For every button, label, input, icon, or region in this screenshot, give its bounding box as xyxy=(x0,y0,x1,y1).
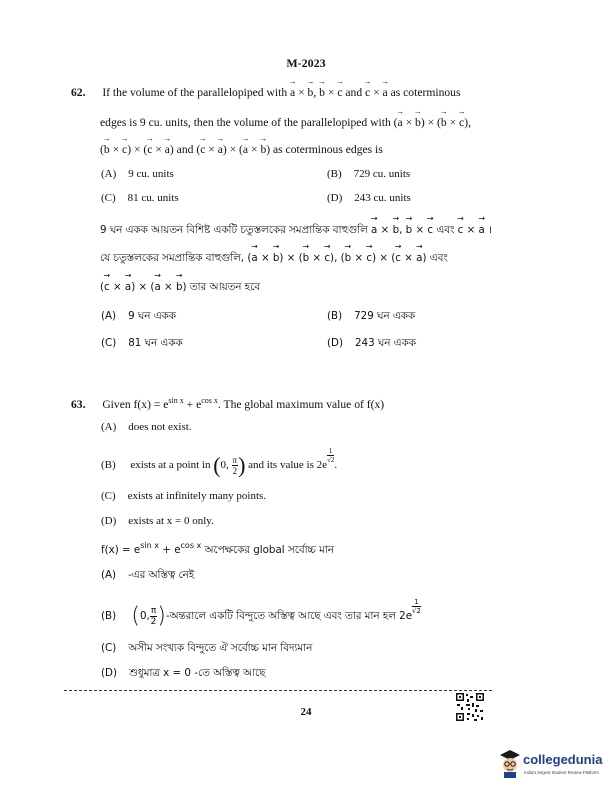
vec-a: → a xyxy=(383,87,388,99)
vec-c: → c xyxy=(122,144,127,156)
frac-den: √2 xyxy=(327,456,335,464)
q62-line3 xyxy=(100,144,383,156)
frac-num: π xyxy=(150,605,157,616)
vec-b: → b xyxy=(260,144,266,156)
q62-bn-option-b[interactable] xyxy=(327,309,415,326)
cross: × xyxy=(164,281,173,293)
comma: , xyxy=(313,86,317,99)
option-label: (B) xyxy=(327,310,343,322)
vec-a: → a xyxy=(243,144,248,156)
cross: × xyxy=(155,143,162,156)
option-text: 81 ঘন একক xyxy=(128,337,183,349)
paren: ) xyxy=(238,452,246,478)
bn-and: এবং xyxy=(436,224,455,236)
vec-a: → a xyxy=(416,252,422,264)
text: ) × ( xyxy=(131,281,155,293)
cross: × xyxy=(208,143,215,156)
q62-option-c[interactable] xyxy=(101,192,179,204)
q63-bn-option-a[interactable] xyxy=(101,568,194,585)
q62-option-d[interactable] xyxy=(327,192,411,204)
frac-num: 1 xyxy=(412,598,421,607)
q63-text: Given f(x) = e xyxy=(102,398,169,411)
vec-c: → c xyxy=(395,252,401,264)
bn-text: f(x) = e xyxy=(101,544,141,556)
cross: × xyxy=(405,116,413,129)
page-header: M-2023 xyxy=(286,56,326,70)
text: ) as coterminous edges is xyxy=(266,143,383,156)
vec-b: → b xyxy=(273,252,280,264)
bn-text: যে চতুস্তলকের সমপ্রান্তিক বাহুগুলি, ( xyxy=(100,252,252,264)
q63-bn-option-c[interactable] xyxy=(101,641,312,658)
vec-c: → c xyxy=(366,252,372,264)
bn-text: ) এবং xyxy=(422,252,448,264)
q62-bn-option-d[interactable] xyxy=(327,336,416,353)
q62-bn-option-a[interactable] xyxy=(101,309,176,326)
q62-text-tail: as coterminous xyxy=(390,86,461,99)
q62-line2 xyxy=(100,117,471,129)
option-text: -এর অস্তিত্ব নেই xyxy=(128,569,195,581)
text: ), xyxy=(464,116,471,129)
q63-number: 63. xyxy=(71,398,86,411)
vec-a: → a xyxy=(165,144,170,156)
q63-option-d[interactable] xyxy=(101,515,214,527)
paren: ( xyxy=(213,452,221,478)
text: ) × ( xyxy=(279,252,303,264)
option-text: 81 cu. units xyxy=(127,192,179,204)
option-label: (D) xyxy=(327,337,343,349)
text: ) × ( xyxy=(222,143,243,156)
collegedunia-logo xyxy=(499,744,609,784)
frac-den: √2 xyxy=(412,607,421,615)
cross: × xyxy=(112,281,122,293)
cross: × xyxy=(312,252,322,264)
q63-option-c[interactable] xyxy=(101,490,266,502)
q62-option-b[interactable] xyxy=(327,168,410,180)
vec-b: → b xyxy=(104,144,110,156)
q63-text: . The global maximum value of f(x) xyxy=(217,398,385,411)
q62-bn-option-c[interactable] xyxy=(101,336,183,353)
vec-c: → c xyxy=(324,252,330,264)
bn-text: + e xyxy=(159,544,181,556)
cross: × xyxy=(327,86,335,99)
exponent-fraction xyxy=(412,598,421,615)
frac-num: 1 xyxy=(328,447,333,455)
option-text: -অন্তরালে একটি বিন্দুতে অস্তিত্ব আছে এবং তার মান হল 2e xyxy=(165,610,413,622)
paren: ) xyxy=(157,603,166,629)
option-label: (A) xyxy=(101,421,117,433)
vec-b: → b xyxy=(308,87,314,99)
cross: × xyxy=(373,86,380,99)
q63-text: + e xyxy=(183,398,202,411)
option-text: exists at x = 0 only. xyxy=(128,515,214,527)
text: ) × ( xyxy=(127,143,148,156)
logo-text: collegedunia xyxy=(523,752,603,767)
vec-a: → a xyxy=(218,144,223,156)
vec-a: → a xyxy=(251,252,257,264)
option-text: and its value is 2e xyxy=(248,459,327,471)
comma: , xyxy=(399,224,403,236)
option-label: (A) xyxy=(101,569,117,581)
option-label: (D) xyxy=(101,667,117,679)
vec-b: → b xyxy=(303,252,310,264)
option-label: (C) xyxy=(101,490,116,502)
cross: × xyxy=(112,143,120,156)
q62-text: edges is 9 cu. units, then the volume of the parallelopiped with ( xyxy=(100,116,398,129)
frac-num: π xyxy=(232,454,238,465)
q63-bn-option-d[interactable] xyxy=(101,666,265,683)
q62-bn-line2 xyxy=(100,251,448,268)
interval-start: 0, xyxy=(139,610,150,622)
option-label: (C) xyxy=(101,337,117,349)
option-text: শুধুমাত্র x = 0 -তে অস্তিত্ব আছে xyxy=(128,667,266,679)
vec-a: → a xyxy=(479,224,485,236)
vec-c: → c xyxy=(200,144,205,156)
q63-option-b[interactable] xyxy=(101,447,337,478)
exponent: cos x xyxy=(201,396,218,405)
vec-a: → a xyxy=(290,87,295,99)
vec-c: → c xyxy=(337,87,342,99)
cross: × xyxy=(449,116,457,129)
option-text: 243 ঘন একক xyxy=(354,337,416,349)
vec-c: → c xyxy=(459,117,464,129)
text: ( xyxy=(100,281,105,293)
qr-code-icon xyxy=(455,692,485,722)
option-text: অসীম সংখ্যক বিন্দুতে ঐ সর্বোচ্চ মান বিদ্যমান xyxy=(128,642,313,654)
cross: × xyxy=(466,224,476,236)
q63-option-a[interactable] xyxy=(101,421,192,433)
q62-option-a[interactable] xyxy=(101,168,174,180)
cross: × xyxy=(298,86,305,99)
option-text: 9 ঘন একক xyxy=(128,310,176,322)
frac-den: 2 xyxy=(150,616,157,627)
paren: ( xyxy=(131,603,140,629)
vec-c: → c xyxy=(458,224,464,236)
vec-b: → b xyxy=(345,252,352,264)
option-label: (C) xyxy=(101,192,116,204)
option-label: (A) xyxy=(101,168,117,180)
cross: × xyxy=(415,224,425,236)
vec-b: → b xyxy=(415,117,421,129)
option-label: (B) xyxy=(101,610,117,622)
and-text: and xyxy=(345,86,363,99)
vec-b: → b xyxy=(406,224,413,236)
vec-c: → c xyxy=(427,224,433,236)
option-text: exists at a point in xyxy=(130,459,211,471)
vec-c: → c xyxy=(147,144,152,156)
cross: × xyxy=(380,224,390,236)
vec-b: → b xyxy=(319,87,325,99)
vec-b: → b xyxy=(176,281,183,293)
cross: × xyxy=(404,252,413,264)
mascot-icon xyxy=(499,748,521,778)
bn-dari: । xyxy=(488,224,493,236)
option-label: (B) xyxy=(101,459,116,471)
bn-text: ) তার আয়তন হবে xyxy=(182,281,260,293)
page-number: 24 xyxy=(300,706,312,718)
option-label: (D) xyxy=(327,192,343,204)
option-text: exists at infinitely many points. xyxy=(127,490,267,502)
vec-b: → b xyxy=(441,117,447,129)
q62-bn-line1 xyxy=(100,223,492,240)
exponent: sin x xyxy=(140,541,160,550)
vec-b: → b xyxy=(393,224,400,236)
option-text: 243 cu. units xyxy=(354,192,411,204)
text: ) × ( xyxy=(420,116,441,129)
exponent: sin x xyxy=(168,396,184,405)
vec-a: → a xyxy=(125,281,131,293)
q63-bn-option-b[interactable] xyxy=(101,598,421,629)
logo-tagline: India's largest Student Review Platform xyxy=(524,770,599,775)
cross: × xyxy=(260,252,270,264)
option-label: (C) xyxy=(101,642,117,654)
exponent: cos x xyxy=(180,541,202,550)
option-text: 729 cu. units xyxy=(353,168,411,180)
text: ), ( xyxy=(330,252,345,264)
q62-line1 xyxy=(71,87,460,99)
text: ( xyxy=(100,143,104,156)
text: ) and ( xyxy=(169,143,201,156)
option-text: 9 cu. units xyxy=(128,168,174,180)
option-label: (B) xyxy=(327,168,342,180)
vec-c: → c xyxy=(365,87,370,99)
bn-text: 9 ঘন একক আয়তন বিশিষ্ট একটি চতুস্তলকের সমপ্রান্তিক বাহুগুলি xyxy=(100,224,368,236)
q63-bn-stem xyxy=(101,541,334,560)
vec-c: → c xyxy=(104,281,110,293)
interval-start: 0, xyxy=(220,459,229,471)
footer-rule xyxy=(64,690,492,691)
option-label: (D) xyxy=(101,515,117,527)
period: . xyxy=(334,459,338,471)
vec-a: → a xyxy=(398,117,403,129)
q62-number: 62. xyxy=(71,86,86,99)
text: ) × ( xyxy=(372,252,396,264)
vec-a: → a xyxy=(371,224,377,236)
cross: × xyxy=(354,252,364,264)
bn-text: অপেক্ষকের global সর্বোচ্চ মান xyxy=(201,544,334,556)
q62-text: If the volume of the parallelopiped with xyxy=(102,86,288,99)
cross: × xyxy=(250,143,258,156)
q62-bn-line3 xyxy=(100,280,260,297)
q63-stem xyxy=(71,397,384,411)
option-label: (A) xyxy=(101,310,117,322)
option-text: 729 ঘন একক xyxy=(354,310,416,322)
option-text: does not exist. xyxy=(128,421,192,433)
vec-a: → a xyxy=(154,281,160,293)
frac-den: 2 xyxy=(232,465,238,476)
